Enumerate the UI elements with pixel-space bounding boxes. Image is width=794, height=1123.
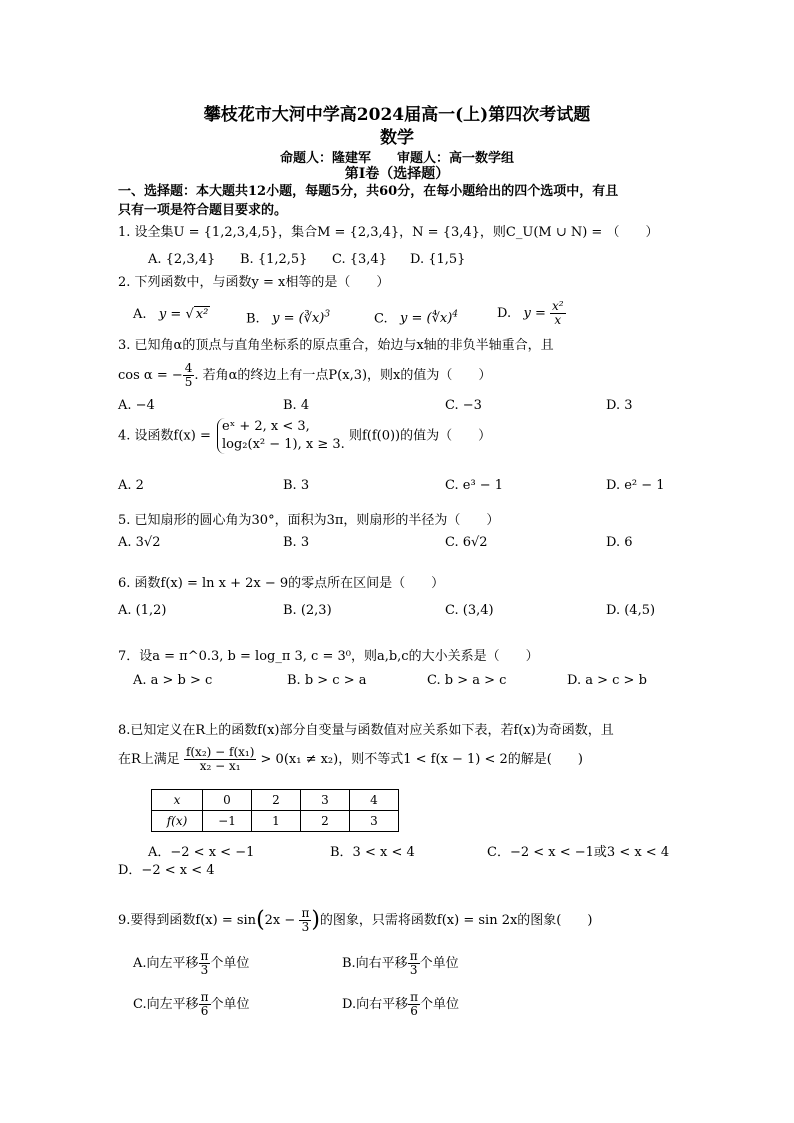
q7-option-b: B. b > c > a: [287, 673, 367, 688]
q8-option-a: A．−2 < x < −1: [148, 845, 255, 860]
q9-paren-open: (: [256, 907, 265, 933]
q2-option-c: [374, 305, 458, 329]
q5-option-b: B. 3: [283, 535, 310, 550]
q5-option-a: A. 3√2: [118, 535, 161, 550]
q9-option-c-pre: C.向左平移: [133, 997, 199, 1012]
q9-option-d-post: 个单位: [419, 997, 459, 1012]
q8-option-b: B．3 < x < 4: [330, 845, 415, 860]
q8-option-d: D．−2 < x < 4: [118, 863, 215, 878]
q2-option-b-formula: y = (∛x)$^3$: [263, 310, 331, 327]
q3-option-a: A. −4: [118, 398, 155, 413]
q2-option-a-formula: y = √ x²: [150, 307, 209, 322]
q9-paren-close: ): [311, 907, 320, 933]
q9-frac-num: π: [301, 906, 310, 920]
exam-title: 攀枝花市大河中学高2024届高一(上)第四次考试题: [203, 105, 591, 125]
q9-option-d-den: 6: [410, 1004, 418, 1018]
table-cell: x: [152, 790, 203, 811]
q4-option-d: D. e² − 1: [606, 478, 665, 493]
q9-option-b-num: π: [409, 949, 418, 963]
q9-option-a-den: 3: [200, 963, 209, 977]
q3-frac-den: 5: [184, 375, 193, 389]
q7-stem: 7．设a = π^0.3, b = log_π 3, c = 3⁰，则a,b,c的大小关系是（ ）: [118, 649, 539, 664]
q8-suffix: > 0(x₁ ≠ x₂)，则不等式1 < f(x − 1) < 2的解是( ): [260, 752, 583, 767]
q9-option-b: [342, 950, 459, 977]
q5-option-c: C. 6√2: [445, 535, 488, 550]
q4-stem: [118, 418, 491, 454]
q3-option-d: D. 3: [606, 398, 633, 413]
q4-suffix: 则f(f(0))的值为（ ）: [348, 428, 492, 444]
q2-option-d: [497, 300, 566, 327]
section-instructions-line1: 一、选择题：本大题共12小题，每题5分，共60分，在每小题给出的四个选项中，有且: [118, 184, 619, 199]
q3-frac-num: 4: [184, 361, 193, 375]
q4-option-b: B. 3: [283, 478, 310, 493]
q4-prefix: 4. 设函数f(x) =: [118, 428, 211, 444]
q6-option-a: A. (1,2): [118, 603, 167, 618]
q8-frac-den: x₂ − x₁: [199, 759, 241, 773]
q3-stem-line1: 3. 已知角α的顶点与直角坐标系的原点重合，始边与x轴的非负半轴重合，且: [118, 338, 554, 353]
q8-value-table: [151, 789, 399, 832]
q9-option-a-post: 个单位: [210, 956, 250, 971]
q5-stem: 5. 已知扇形的圆心角为30°，面积为3π，则扇形的半径为（ ）: [118, 513, 500, 528]
q9-frac-den: 3: [301, 920, 310, 934]
q9-option-c-post: 个单位: [210, 997, 250, 1012]
q6-option-d: D. (4,5): [606, 603, 656, 618]
q9-option-b-pre: B.向右平移: [342, 956, 408, 971]
q9-option-b-post: 个单位: [419, 956, 459, 971]
table-cell: 1: [252, 811, 301, 832]
q9-option-d: [342, 991, 459, 1018]
q3-option-b: B. 4: [283, 398, 310, 413]
table-cell: 4: [350, 790, 399, 811]
q2-option-d-formula: y = $\frac{\text{x²}}{x}$: [515, 299, 564, 327]
table-row: [152, 811, 399, 832]
q2-option-c-label: C.: [374, 311, 388, 327]
q9-inner: 2x −: [264, 913, 296, 928]
q1-stem: 1. 设全集U = {1,2,3,4,5}，集合M = {2,3,4}，N = {3,4}，则C_U(M ∪ N) = （ ）: [118, 225, 659, 240]
q9-option-d-num: π: [410, 990, 418, 1004]
q2-option-b: [246, 305, 330, 329]
q3-cos-prefix: cos α = −: [118, 368, 183, 383]
table-cell: 2: [252, 790, 301, 811]
q4-case1: eˣ + 2, x < 3,: [222, 419, 310, 434]
q2-option-d-label: D.: [497, 306, 512, 321]
table-cell: f(x): [152, 811, 203, 832]
q7-option-d: D. a > c > b: [567, 673, 647, 688]
q3-stem-tail: . 若角α的终边上有一点P(x,3)，则x的值为（ ）: [194, 368, 492, 383]
q9-option-b-den: 3: [409, 963, 418, 977]
q9-suffix: 的图象，只需将函数f(x) = sin 2x的图象( ): [319, 913, 593, 928]
q8-stem-line1: 8.已知定义在R上的函数f(x)部分自变量与函数值对应关系如下表，若f(x)为奇函数，且: [118, 723, 614, 738]
q9-option-a: [133, 950, 249, 977]
q6-stem: 6. 函数f(x) = ln x + 2x − 9的零点所在区间是（ ）: [118, 576, 445, 591]
q4-option-a: A. 2: [118, 478, 144, 493]
table-cell: −1: [203, 811, 252, 832]
q8-frac-num: f(x₂) − f(x₁): [185, 745, 255, 759]
q1-option-d: D. {1,5}: [410, 252, 466, 267]
q2-option-c-formula: y = (∜x)$^4$: [391, 310, 459, 327]
q9-prefix: 9.要得到函数f(x) = sin: [118, 913, 257, 928]
q2-option-a: [133, 305, 210, 325]
q9-option-a-num: π: [200, 949, 209, 963]
q3-stem-line2: [118, 362, 491, 389]
table-cell: 3: [301, 790, 350, 811]
q9-option-c-den: 6: [200, 1004, 209, 1018]
q4-case2: log₂(x² − 1), x ≥ 3.: [222, 437, 345, 452]
part-heading: 第Ⅰ卷（选择题）: [344, 166, 450, 182]
q8-prefix: 在R上满足: [118, 752, 180, 767]
q7-option-a: A. a > b > c: [133, 673, 213, 688]
table-cell: 0: [203, 790, 252, 811]
table-row: [152, 790, 399, 811]
q9-option-c: [133, 991, 250, 1018]
q5-option-d: D. 6: [606, 535, 633, 550]
q7-option-c: C. b > a > c: [427, 673, 507, 688]
q1-option-b: B. {1,2,5}: [240, 252, 308, 267]
q9-option-a-pre: A.向左平移: [133, 956, 199, 971]
q9-stem: [118, 907, 592, 934]
q6-option-b: B. (2,3): [283, 603, 332, 618]
q3-option-c: C. −3: [445, 398, 482, 413]
q4-piecewise: [217, 418, 345, 454]
q1-option-a: A. {2,3,4}: [148, 252, 216, 267]
exam-authors: 命题人：隆建军 审题人：高一数学组: [279, 151, 514, 166]
table-cell: 2: [301, 811, 350, 832]
q8-option-c: C．−2 < x < −1或3 < x < 4: [487, 845, 670, 860]
q8-stem-line2: [118, 746, 583, 773]
table-cell: 3: [350, 811, 399, 832]
q1-option-c: C. {3,4}: [332, 252, 387, 267]
q2-option-a-label: A.: [133, 307, 147, 322]
q4-option-c: C. e³ − 1: [445, 478, 504, 493]
q2-stem: 2. 下列函数中，与函数y = x相等的是（ ）: [118, 275, 390, 290]
q2-option-b-label: B.: [246, 311, 260, 327]
q9-option-d-pre: D.向右平移: [342, 997, 409, 1012]
section-instructions-line2: 只有一项是符合题目要求的。: [118, 203, 288, 218]
exam-subject: 数学: [380, 128, 414, 148]
q6-option-c: C. (3,4): [445, 603, 494, 618]
q9-option-c-num: π: [200, 990, 209, 1004]
